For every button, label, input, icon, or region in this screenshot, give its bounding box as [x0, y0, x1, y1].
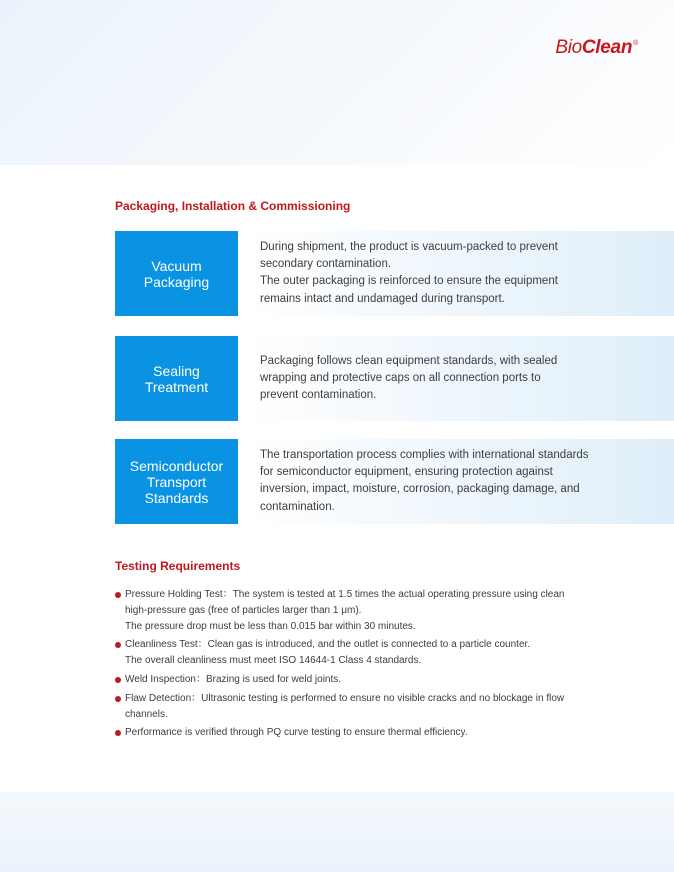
bioclean-logo — [555, 37, 638, 59]
card-label-line: Treatment — [144, 378, 209, 395]
card-label-line: Semiconductor — [129, 457, 224, 474]
card-description-box — [246, 336, 674, 421]
description-line: inversion, impact, moisture, corrosion, packaging damage, and — [260, 483, 580, 496]
list-item-line: Flaw Detection：Ultrasonic testing is performed to ensure no visible cracks and no blockage in flow — [125, 692, 565, 704]
description-line: remains intact and undamaged during transport. — [260, 292, 505, 305]
card-sealing-treatment — [115, 336, 674, 421]
list-item-line: Weld Inspection：Brazing is used for weld joints. — [125, 673, 342, 685]
card-description-box — [246, 231, 674, 316]
description-line: secondary contamination. — [260, 258, 392, 271]
card-label-line: Sealing — [153, 362, 200, 379]
logo-bio-text: Bio — [555, 37, 582, 58]
header-background — [0, 0, 674, 165]
packaging-section-title: Packaging, Installation & Commissioning — [115, 199, 351, 213]
card-description-box — [246, 439, 674, 524]
card-label — [139, 363, 214, 395]
list-item — [115, 725, 615, 741]
description-line: contamination. — [260, 500, 335, 513]
card-label-box — [115, 231, 238, 316]
card-label-line: Vacuum — [151, 257, 202, 274]
list-item-line: Pressure Holding Test：The system is tested at 1.5 times the actual operating pressure using clean — [125, 589, 565, 600]
description-line: Packaging follows clean equipment standards, with sealed — [260, 355, 558, 367]
description-line: for semiconductor equipment, ensuring protection against — [260, 466, 553, 479]
list-item-line: Performance is verified through PQ curve testing to ensure thermal efficiency. — [125, 727, 468, 739]
testing-requirements-list — [115, 587, 615, 744]
description-line: wrapping and protective caps on all connection ports to — [260, 372, 541, 385]
card-description — [260, 447, 612, 516]
list-item — [115, 691, 615, 723]
bullet-dot-icon — [115, 592, 121, 598]
card-label-box — [115, 439, 238, 524]
card-label — [138, 258, 215, 290]
list-item-line: Cleanliness Test：Clean gas is introduced, and the outlet is connected to a particle counter. — [125, 639, 531, 651]
card-description — [260, 239, 612, 308]
logo-clean-text: Clean — [581, 37, 633, 58]
description-line: The outer packaging is reinforced to ensure the equipment — [260, 275, 558, 288]
card-label-line: Transport — [146, 473, 207, 490]
bullet-dot-icon — [115, 642, 121, 648]
list-item-line: channels. — [125, 708, 168, 720]
bullet-dot-icon — [115, 677, 121, 683]
card-label-line: Standards — [144, 489, 209, 506]
card-description — [260, 353, 612, 405]
card-label-line: Packaging — [143, 273, 210, 290]
card-label — [124, 458, 229, 506]
list-item — [115, 637, 615, 669]
footer-background — [0, 792, 674, 872]
card-semiconductor-transport-standards — [115, 439, 674, 524]
list-item — [115, 587, 615, 634]
bullet-dot-icon — [115, 696, 121, 702]
list-item — [115, 672, 615, 688]
list-item-line: The overall cleanliness must meet ISO 14644-1 Class 4 standards. — [125, 655, 422, 667]
testing-section-title: Testing Requirements — [115, 559, 241, 573]
description-line: During shipment, the product is vacuum-packed to prevent — [260, 241, 558, 253]
description-line: prevent contamination. — [260, 389, 377, 402]
description-line: The transportation process complies with international standards — [260, 449, 589, 461]
list-item-line: high-pressure gas (free of particles larger than 1 μm). — [125, 604, 362, 616]
card-vacuum-packaging — [115, 231, 674, 316]
list-item-line: The pressure drop must be less than 0.015 bar within 30 minutes. — [125, 620, 416, 632]
bullet-dot-icon — [115, 730, 121, 736]
card-label-box — [115, 336, 238, 421]
registered-mark: ® — [633, 40, 638, 47]
